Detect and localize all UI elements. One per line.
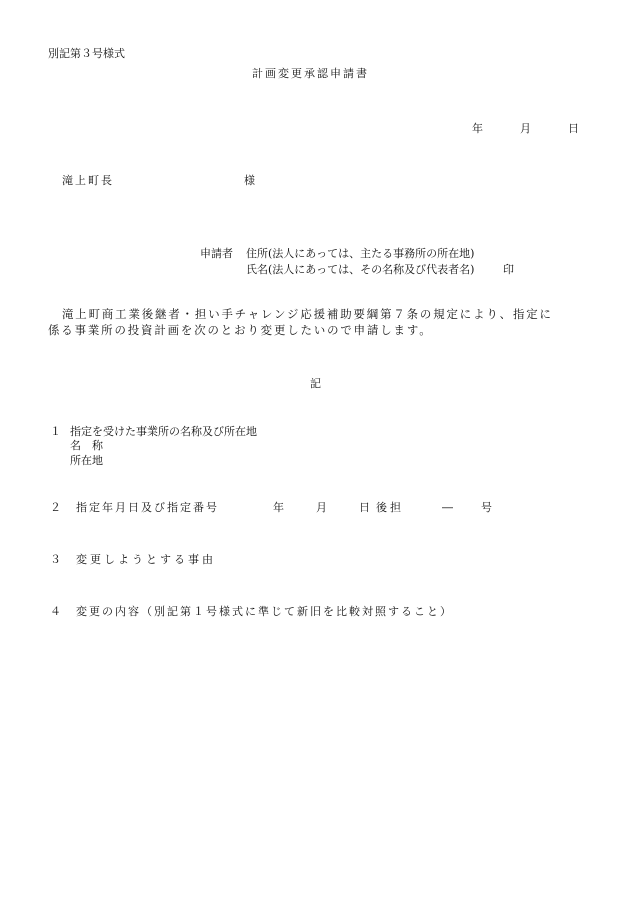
- date-year-label: 年: [472, 122, 483, 135]
- item-3-label: 変更しようとする事由: [76, 553, 216, 566]
- item-1-label: 指定を受けた事業所の名称及び所在地: [70, 425, 257, 438]
- addressee-name: 滝上町長: [62, 174, 114, 187]
- applicant-label: 申請者: [200, 247, 233, 260]
- item-2-year: 年: [273, 501, 284, 514]
- item-3-number: ３: [50, 553, 61, 566]
- item-2-label: 指定年月日及び指定番号: [76, 501, 219, 514]
- addressee-honorific: 様: [244, 174, 255, 187]
- document-title: 計画変更承認申請書: [252, 67, 369, 80]
- item-1-location-label: 所在地: [70, 454, 103, 467]
- seal-mark: 印: [503, 263, 514, 276]
- item-4-label: 変更の内容（別記第１号様式に準じて新旧を比較対照すること）: [76, 605, 453, 618]
- applicant-name: 氏名(法人にあっては、その名称及び代表者名): [246, 263, 475, 276]
- date-month-label: 月: [520, 122, 531, 135]
- applicant-address: 住所(法人にあっては、主たる事務所の所在地): [246, 247, 475, 260]
- item-2-suffix: 号: [481, 501, 492, 514]
- item-1-name-label: 名 称: [70, 439, 103, 452]
- item-2-dash: ―: [442, 501, 453, 514]
- body-line-2: 係る事業所の投資計画を次のとおり変更したいので申請します。: [48, 323, 433, 337]
- item-2-prefix: 後担: [376, 501, 404, 514]
- item-2-day: 日: [359, 501, 370, 514]
- body-line-1: 滝上町商工業後継者・担い手チャレンジ応援補助要綱第７条の規定により、指定に: [62, 307, 553, 321]
- item-2-month: 月: [316, 501, 327, 514]
- date-day-label: 日: [568, 122, 579, 135]
- item-1-number: １: [50, 425, 61, 438]
- item-2-number: ２: [50, 501, 61, 514]
- item-4-number: ４: [50, 605, 61, 618]
- ki-heading: 記: [310, 377, 321, 390]
- form-number: 別記第３号様式: [48, 47, 125, 60]
